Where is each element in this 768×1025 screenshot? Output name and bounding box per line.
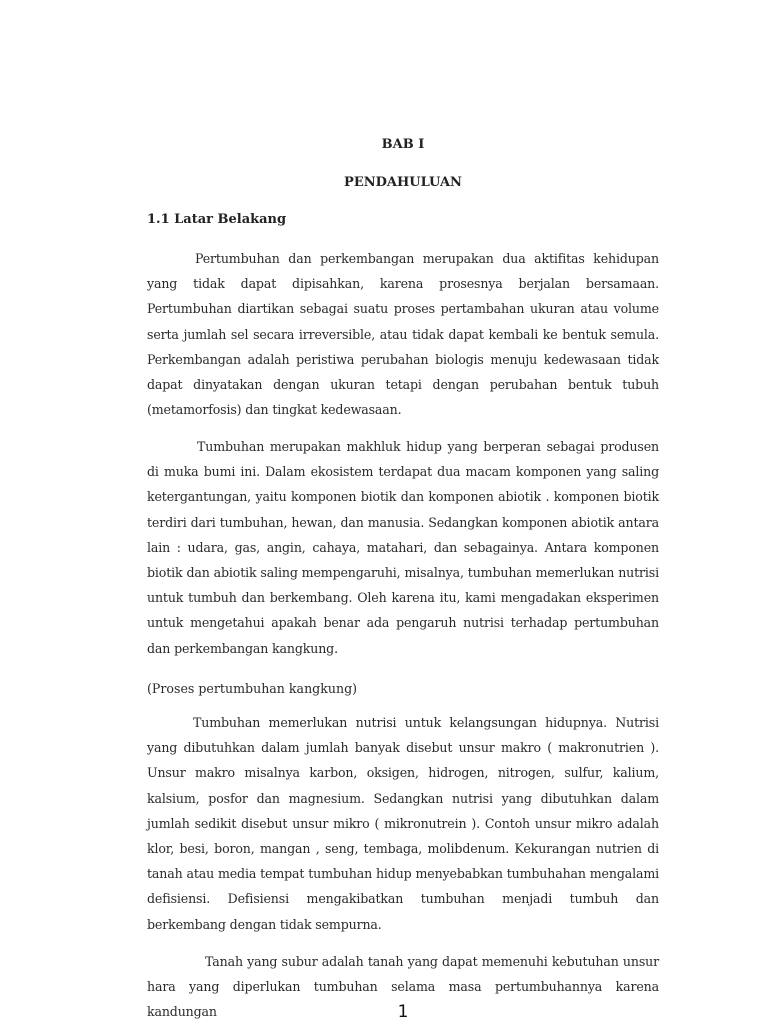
page-number: 1: [397, 1002, 409, 1022]
paragraph-4: Tanah yang subur adalah tanah yang dapat memenuhi kebutuhan unsur hara yang diperlukan tumbuhan selama masa pertumbuhannya karena kandungan: [147, 954, 659, 1020]
paragraph-1: Pertumbuhan dan perkembangan merupakan dua aktifitas kehidupan yang tidak dapat dipisahkan, karena prosesnya berjalan bersamaan. Pertumbuhan diartikan sebagai suatu proses pertambahan ukuran atau volume serta jumlah sel secara irreversible, atau tidak dapat kembali ke bentuk semula. Perkembangan adalah peristiwa perubahan biologis menuju kedewasaan tidak dapat dinyatakan dengan ukuran tetapi dengan perubahan bentuk tubuh (metamorfosis) dan tingkat kedewasaan.: [147, 251, 659, 418]
chapter-label: BAB I: [381, 137, 425, 152]
figure-caption: (Proses pertumbuhan kangkung): [147, 681, 358, 696]
section-heading: 1.1 Latar Belakang: [147, 212, 287, 227]
paragraph-2: Tumbuhan merupakan makhluk hidup yang berperan sebagai produsen di muka bumi ini. Dalam ekosistem terdapat dua macam komponen yang saling ketergantungan, yaitu komponen biotik dan komponen abiotik . komponen biotik terdiri dari tumbuhan, hewan, dan manusia. Sedangkan komponen abiotik antara lain : udara, gas, angin, cahaya, matahari, dan sebagainya. Antara komponen biotik dan abiotik saling mempengaruhi, misalnya, tumbuhan memerlukan nutrisi untuk tumbuh dan berkembang. Oleh karena itu, kami mengadakan eksperimen untuk mengetahui apakah benar ada pengaruh nutrisi terhadap pertumbuhan dan perkembangan kangkung.: [147, 439, 659, 656]
paragraph-3: Tumbuhan memerlukan nutrisi untuk kelangsungan hidupnya. Nutrisi yang dibutuhkan dalam jumlah banyak disebut unsur makro ( makronutrien ). Unsur makro misalnya karbon, oksigen, hidrogen, nitrogen, sulfur, kalium, kalsium, posfor dan magnesium. Sedangkan nutrisi yang dibutuhkan dalam jumlah sedikit disebut unsur mikro ( mikronutrein ). Contoh unsur mikro adalah klor, besi, boron, mangan , seng, tembaga, molibdenum. Kekurangan nutrien di tanah atau media tempat tumbuhan hidup menyebabkan tumbuhahan mengalami defisiensi. Defisiensi mengakibatkan tumbuhan menjadi tumbuh dan berkembang dengan tidak sempurna.: [147, 715, 659, 932]
chapter-title: PENDAHULUAN: [344, 175, 462, 190]
